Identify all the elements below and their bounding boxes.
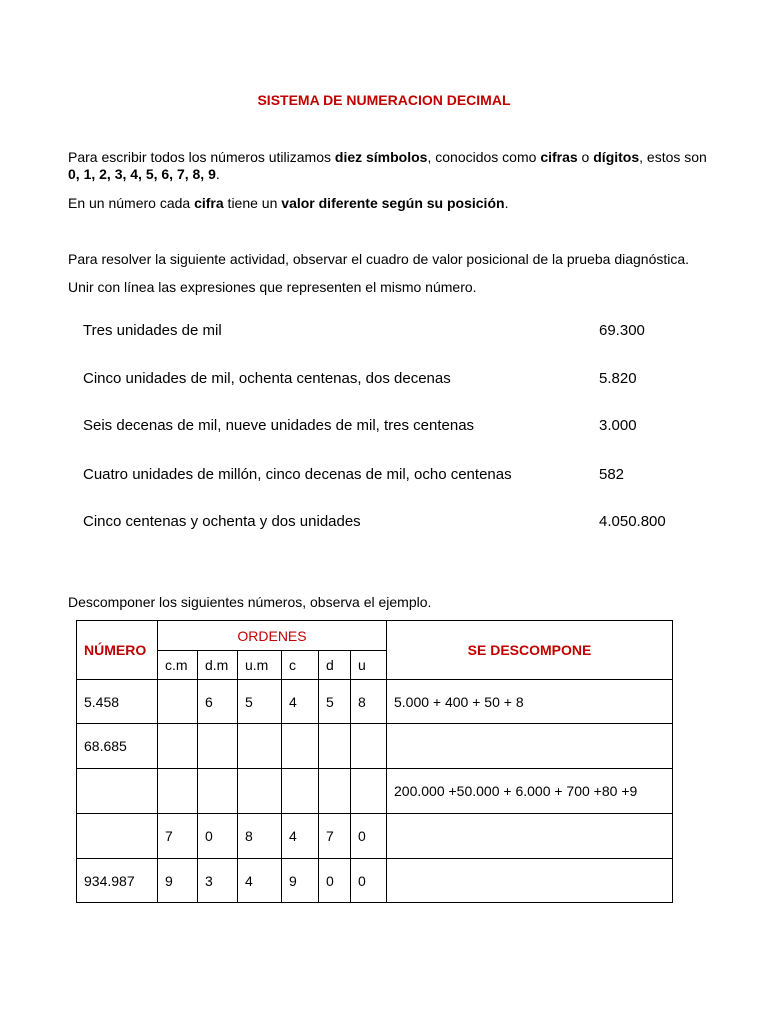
cell-digit <box>158 680 198 724</box>
cell-numero: 934.987 <box>77 859 158 903</box>
number-item: 582 <box>599 466 625 483</box>
cell-numero <box>77 814 158 859</box>
number-item: 5.820 <box>599 370 637 387</box>
cell-descompone <box>387 859 673 903</box>
cell-digit: 4 <box>282 680 319 724</box>
order-header: u.m <box>238 651 282 680</box>
cell-digit <box>282 724 319 769</box>
cell-digit: 9 <box>158 859 198 903</box>
cell-digit <box>351 724 387 769</box>
cell-descompone: 200.000 +50.000 + 6.000 + 700 +80 +9 <box>387 769 673 814</box>
cell-digit <box>319 724 351 769</box>
cell-digit: 0 <box>198 814 238 859</box>
cell-digit <box>198 769 238 814</box>
order-header: c <box>282 651 319 680</box>
order-header: u <box>351 651 387 680</box>
expression-item: Cinco unidades de mil, ochenta centenas, dos decenas <box>83 370 451 387</box>
expression-item: Cinco centenas y ochenta y dos unidades <box>83 513 361 530</box>
cell-digit: 0 <box>319 859 351 903</box>
table-row <box>77 724 673 769</box>
digit-list: 0, 1, 2, 3, 4, 5, 6, 7, 8, 9 <box>68 166 216 182</box>
cell-descompone <box>387 814 673 859</box>
cell-digit: 7 <box>319 814 351 859</box>
cell-digit <box>158 724 198 769</box>
order-header: d.m <box>198 651 238 680</box>
decompose-instruction: Descomponer los siguientes números, observa el ejemplo. <box>68 594 432 610</box>
cell-digit: 7 <box>158 814 198 859</box>
order-header: c.m <box>158 651 198 680</box>
cell-digit <box>158 769 198 814</box>
cell-digit: 8 <box>238 814 282 859</box>
cell-digit: 5 <box>319 680 351 724</box>
header-ordenes: ORDENES <box>158 621 387 651</box>
cell-digit: 3 <box>198 859 238 903</box>
cell-digit <box>351 769 387 814</box>
intro-paragraph-2: En un número cada cifra tiene un valor diferente según su posición. <box>68 195 509 211</box>
cell-descompone: 5.000 + 400 + 50 + 8 <box>387 680 673 724</box>
table-row <box>77 680 673 724</box>
cell-digit: 4 <box>282 814 319 859</box>
activity-instruction-2: Unir con línea las expresiones que representen el mismo número. <box>68 279 477 295</box>
activity-instruction-1: Para resolver la siguiente actividad, observar el cuadro de valor posicional de la prueba diagnóstica. <box>68 251 690 267</box>
number-item: 4.050.800 <box>599 513 666 530</box>
cell-digit: 9 <box>282 859 319 903</box>
order-header: d <box>319 651 351 680</box>
cell-digit <box>198 724 238 769</box>
cell-numero <box>77 769 158 814</box>
cell-digit: 8 <box>351 680 387 724</box>
number-item: 3.000 <box>599 417 637 434</box>
table-header-row <box>77 621 673 651</box>
cell-digit: 0 <box>351 814 387 859</box>
header-descompone: SE DESCOMPONE <box>387 621 673 680</box>
expression-item: Cuatro unidades de millón, cinco decenas de mil, ocho centenas <box>83 466 512 483</box>
number-item: 69.300 <box>599 322 645 339</box>
intro-paragraph-1: Para escribir todos los números utilizamos diez símbolos, conocidos como cifras o dígitos, estos son 0, 1, 2, 3, 4, 5, 6, 7, 8, 9. <box>68 149 707 182</box>
decomposition-table <box>76 620 673 903</box>
table-row <box>77 769 673 814</box>
cell-digit <box>319 769 351 814</box>
cell-descompone <box>387 724 673 769</box>
cell-digit <box>282 769 319 814</box>
expression-item: Seis decenas de mil, nueve unidades de mil, tres centenas <box>83 417 475 434</box>
table-row <box>77 814 673 859</box>
cell-digit: 0 <box>351 859 387 903</box>
cell-digit: 5 <box>238 680 282 724</box>
cell-digit <box>238 769 282 814</box>
header-numero: NÚMERO <box>77 621 158 680</box>
cell-numero: 5.458 <box>77 680 158 724</box>
table-row <box>77 859 673 903</box>
cell-digit: 4 <box>238 859 282 903</box>
cell-numero: 68.685 <box>77 724 158 769</box>
expression-item: Tres unidades de mil <box>83 322 222 339</box>
page-title: SISTEMA DE NUMERACION DECIMAL <box>257 92 511 108</box>
cell-digit: 6 <box>198 680 238 724</box>
cell-digit <box>238 724 282 769</box>
